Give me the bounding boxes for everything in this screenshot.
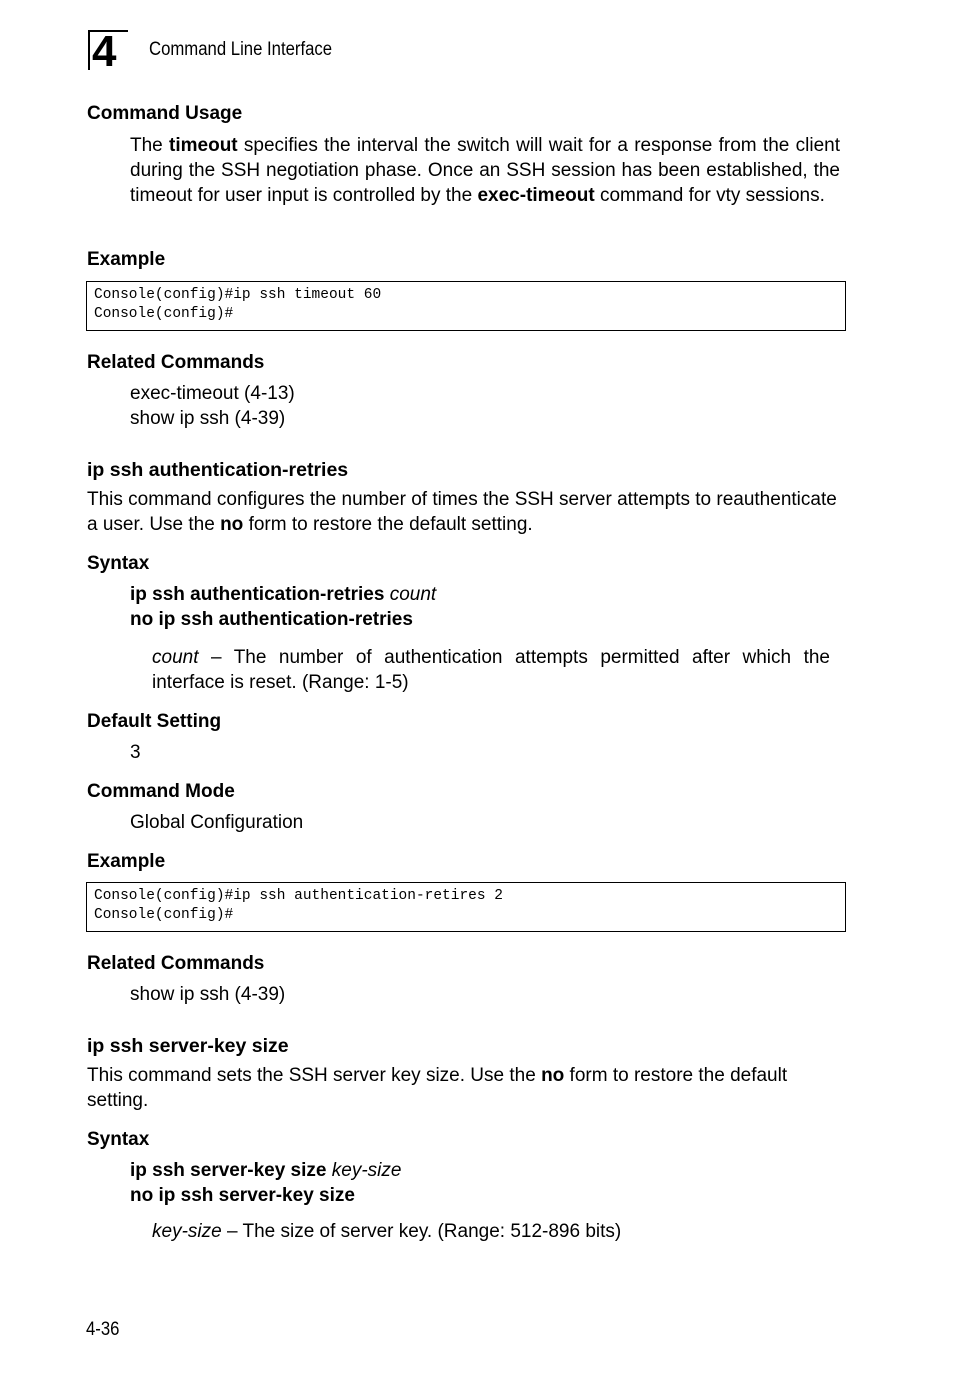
description-keyword-no: no [220,514,244,535]
related-command-item: show ip ssh (4-39) [130,984,286,1005]
syntax-heading: Syntax [87,553,150,574]
syntax-line [130,1158,401,1183]
description-text: form to restore the default setting. [87,1065,788,1111]
running-header-title: Command Line Interface [149,39,333,60]
description-keyword-no: no [541,1065,565,1086]
parameter-description [152,1219,842,1244]
code-line: Console(config)#ip ssh timeout 60 [94,287,382,303]
usage-text-part: The [130,135,170,156]
syntax-no-line [130,607,413,632]
code-line: Console(config)# [94,306,234,322]
code-example-box [86,882,846,932]
usage-keyword-timeout: timeout [169,135,238,156]
syntax-no-command: no ip ssh server-key size [130,1185,355,1206]
chapter-number-box [88,27,128,76]
usage-text-part: command for vty sessions. [594,185,825,206]
command-mode-value: Global Configuration [130,812,304,833]
usage-keyword-exec-timeout: exec-timeout [477,185,595,206]
syntax-command: ip ssh authentication-retries [130,584,385,605]
syntax-no-line [130,1183,355,1208]
syntax-no-command: no ip ssh authentication-retries [130,609,413,630]
page-number: 4-36 [86,1319,120,1340]
command-usage-text [130,133,840,208]
related-command-item: show ip ssh (4-39) [130,408,286,429]
parameter-text: – The number of authentication attempts permitted after which the interface is reset. (Range: 1-5) [152,647,830,693]
description-text: This command configures the number of times the SSH server attempts to reauthenticate a user. Use the [87,489,837,535]
default-setting-value: 3 [130,742,141,763]
command-description [87,1063,847,1113]
parameter-name: count [152,647,199,668]
syntax-argument: count [389,584,437,605]
chapter-number: 4 [92,27,117,76]
command-usage-heading: Command Usage [87,103,243,124]
parameter-name: key-size [152,1221,222,1242]
description-text: This command sets the SSH server key size. Use the [87,1065,542,1086]
default-setting-heading: Default Setting [87,711,222,732]
code-line: Console(config)#ip ssh authentication-retires 2 [94,888,503,904]
syntax-line [130,582,436,607]
related-commands-heading: Related Commands [87,953,265,974]
command-title: ip ssh authentication-retries [87,459,349,481]
command-description [87,487,847,537]
syntax-command: ip ssh server-key size [130,1160,327,1181]
command-title: ip ssh server-key size [87,1035,289,1057]
syntax-argument: key-size [331,1160,402,1181]
description-text: form to restore the default setting. [243,514,533,535]
code-example-box [86,281,846,331]
parameter-text: – The size of server key. (Range: 512-896 bits) [221,1221,622,1242]
code-line: Console(config)# [94,907,234,923]
related-commands-heading: Related Commands [87,352,265,373]
command-mode-heading: Command Mode [87,781,235,802]
parameter-description [152,645,830,695]
example-heading: Example [87,851,166,872]
example-heading: Example [87,249,166,270]
usage-text-part: specifies the interval the switch will wait for a response from the client during the SSH negotiation phase. Once an SSH session has been established, the timeout for user input is controlled by the [130,135,840,206]
related-command-item: exec-timeout (4-13) [130,383,295,404]
syntax-heading: Syntax [87,1129,150,1150]
